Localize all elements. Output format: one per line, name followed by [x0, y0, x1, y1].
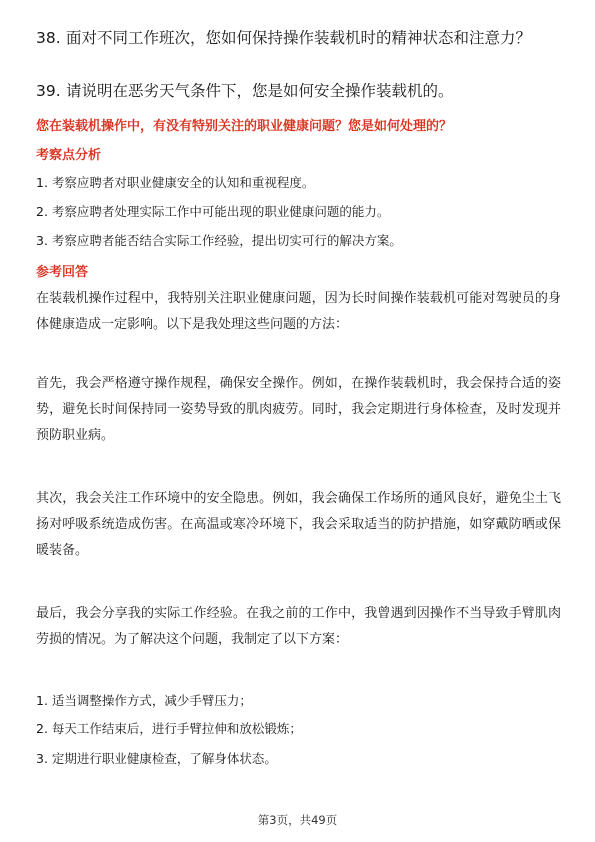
- question-text: 请说明在恶劣天气条件下，您是如何安全操作装载机的。: [66, 82, 454, 100]
- question-number: 39.: [36, 82, 61, 100]
- plan-item: 2. 每天工作结束后，进行手臂拉伸和放松锻炼；: [36, 721, 302, 736]
- answer-paragraph-first: 首先，我会严格遵守操作规程，确保安全操作。例如，在操作装载机时，我会保持合适的姿势，避免长时间保持同一姿势导致的肌肉疲劳。同时，我会定期进行身体检查，及时发现并预防职业病。: [36, 376, 561, 443]
- answer-paragraph-intro: 在装载机操作过程中，我特别关注职业健康问题，因为长时间操作装载机可能对驾驶员的身体健康造成一定影响。以下是我处理这些问题的方法：: [36, 291, 561, 332]
- analysis-heading: 考察点分析: [36, 148, 102, 163]
- analysis-item: 1. 考察应聘者对职业健康安全的认知和重视程度。: [36, 175, 315, 190]
- plan-item: 3. 定期进行职业健康检查，了解身体状态。: [36, 751, 277, 766]
- highlight-question: 您在装载机操作中，有没有特别关注的职业健康问题？您是如何处理的？: [36, 119, 453, 134]
- question-39: [36, 80, 566, 103]
- question-text: 面对不同工作班次，您如何保持操作装载机时的精神状态和注意力？: [66, 29, 532, 47]
- answer-heading: 参考回答: [36, 265, 89, 280]
- page-footer: 第3页，共49页: [257, 813, 338, 827]
- plan-item: 1. 适当调整操作方式，减少手臂压力；: [36, 693, 252, 708]
- analysis-item: 3. 考察应聘者能否结合实际工作经验，提出切实可行的解决方案。: [36, 233, 402, 248]
- question-38: [36, 27, 566, 50]
- analysis-item: 2. 考察应聘者处理实际工作中可能出现的职业健康问题的能力。: [36, 204, 390, 219]
- answer-paragraph-second: 其次，我会关注工作环境中的安全隐患。例如，我会确保工作场所的通风良好，避免尘土飞扬对呼吸系统造成伤害。在高温或寒冷环境下，我会采取适当的防护措施，如穿戴防晒或保暖装备。: [36, 491, 561, 558]
- answer-paragraph-last: 最后，我会分享我的实际工作经验。在我之前的工作中，我曾遇到因操作不当导致手臂肌肉劳损的情况。为了解决这个问题，我制定了以下方案：: [36, 606, 561, 647]
- question-number: 38.: [36, 29, 61, 47]
